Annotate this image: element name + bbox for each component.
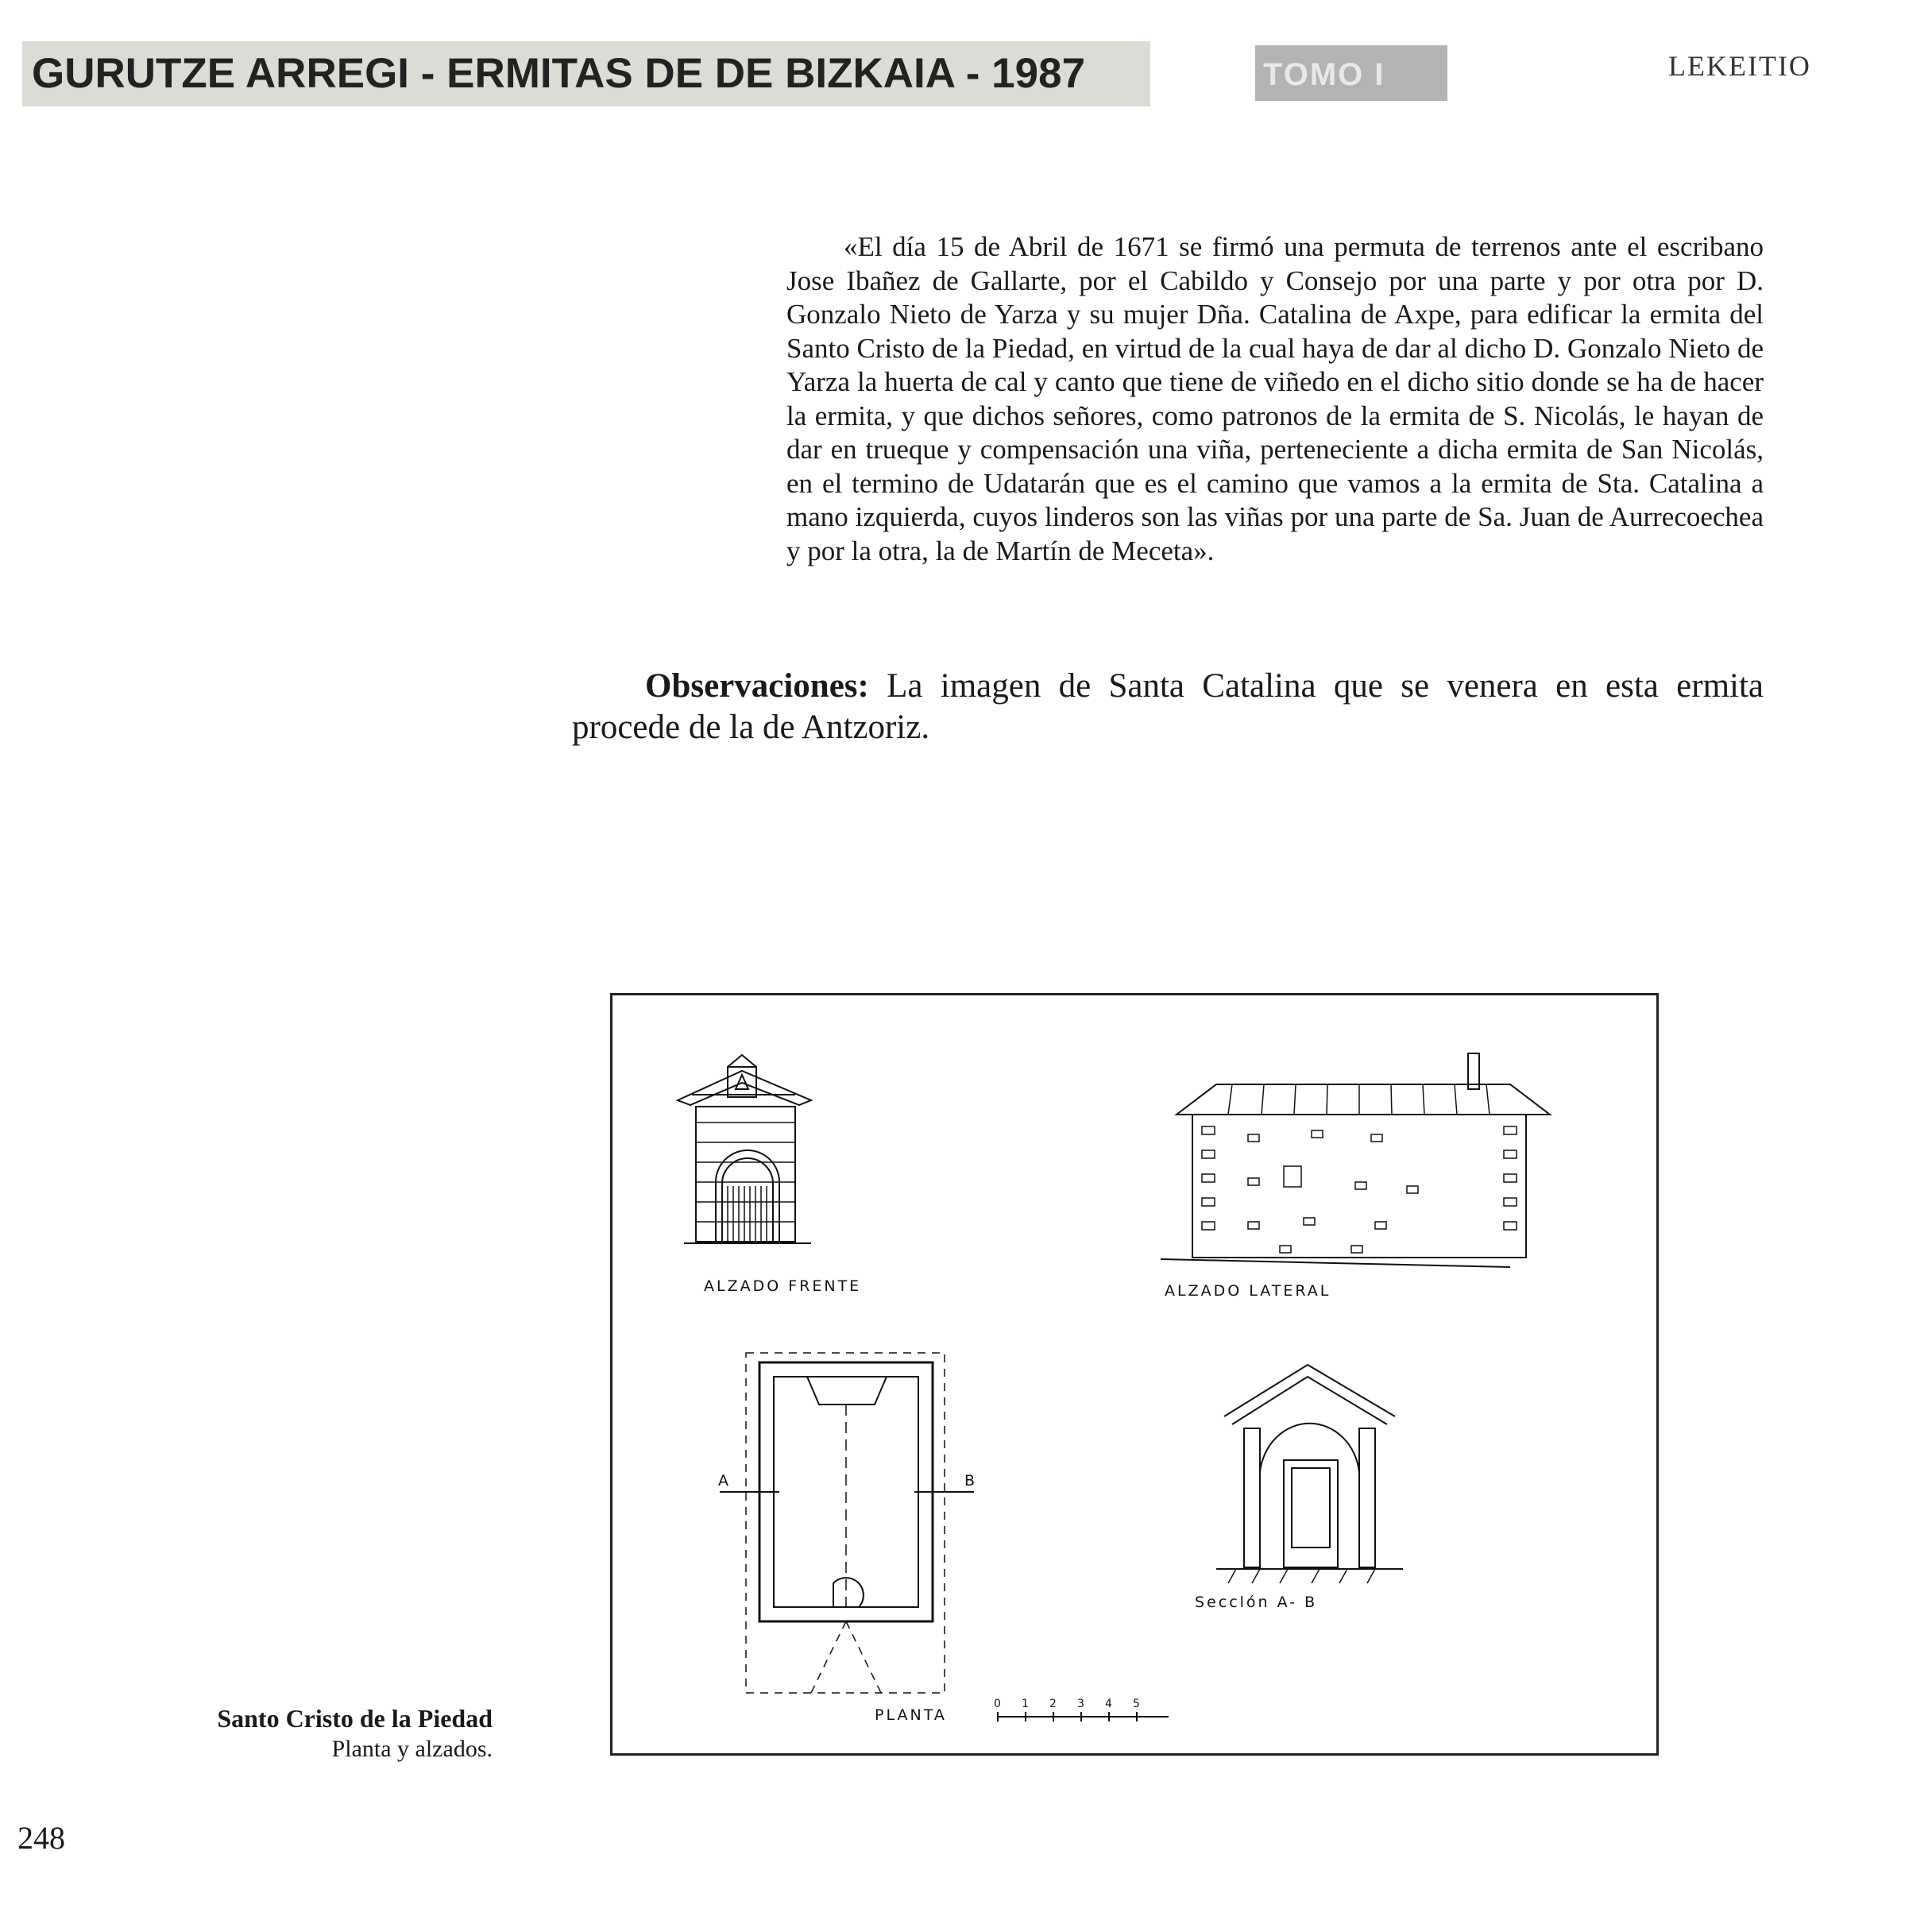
label-front-elevation: ALZADO FRENTE — [704, 1277, 862, 1295]
figure-caption-subtitle: Planta y alzados. — [331, 1736, 493, 1762]
scale-tick: 0 — [994, 1698, 1001, 1710]
scale-tick: 2 — [1049, 1698, 1057, 1710]
observations-label: Observaciones: — [645, 667, 869, 705]
figure-caption-title: Santo Cristo de la Piedad — [217, 1704, 493, 1733]
label-section: Secclón A- B — [1195, 1594, 1318, 1611]
tomo-label: TOMO I — [1263, 57, 1385, 92]
mark-b: B — [964, 1472, 978, 1490]
scale-tick: 4 — [1105, 1698, 1112, 1710]
place-name: LEKEITIO — [1668, 50, 1811, 82]
front-elevation-drawing — [678, 1055, 811, 1243]
label-lateral-elevation: ALZADO LATERAL — [1165, 1282, 1331, 1300]
page-number: 248 — [17, 1820, 65, 1856]
scale-tick: 3 — [1077, 1698, 1084, 1710]
scale-tick-labels — [994, 1698, 1140, 1710]
observations-text: La imagen de Santa Catalina que se venera en esta ermita procede de la de Antzoriz. — [572, 667, 1764, 746]
running-header-title: GURUTZE ARREGI - ERMITAS DE DE BIZKAIA - 1987 — [32, 50, 1086, 97]
scale-tick: 1 — [1022, 1698, 1029, 1710]
scale-tick: 5 — [1133, 1698, 1140, 1710]
architectural-drawing — [612, 995, 1656, 1753]
historical-quote: «El día 15 de Abril de 1671 se firmó una permuta de terrenos ante el escribano Jose Ibañez de Gallarte, por el Cabildo y Consejo por una parte y por otra por D. Gonzalo Nieto de Yarza y su mujer Dña. Catalina de Axpe, para edificar la ermita del Santo Cristo de la Piedad, en virtud de la cual haya de dar al dicho D. Gonzalo Nieto de Yarza la huerta de cal y canto que tiene de viñedo en el dicho sitio donde se ha de hacer la ermita, y que dichos señores, como patronos de la ermita de S. Nicolás, le hayan de dar en trueque y compensación una viña, perteneciente a dicha ermita de San Nicolás, en el termino de Udatarán que es el camino que vamos a la ermita de Sta. Catalina a mano izquierda, cuyos linderos son las viñas por una parte de Sa. Juan de Aurrecoechea y por la otra, la de Martín de Meceta». — [786, 231, 1764, 566]
mark-a: A — [718, 1472, 731, 1490]
architectural-drawing-frame — [610, 993, 1659, 1756]
observations-paragraph — [572, 666, 1764, 748]
label-plan: PLANTA — [875, 1706, 947, 1724]
lateral-elevation-drawing — [1161, 1053, 1550, 1267]
section-drawing — [1216, 1365, 1403, 1583]
scale-bar — [998, 1712, 1169, 1721]
floor-plan-drawing — [720, 1353, 974, 1693]
